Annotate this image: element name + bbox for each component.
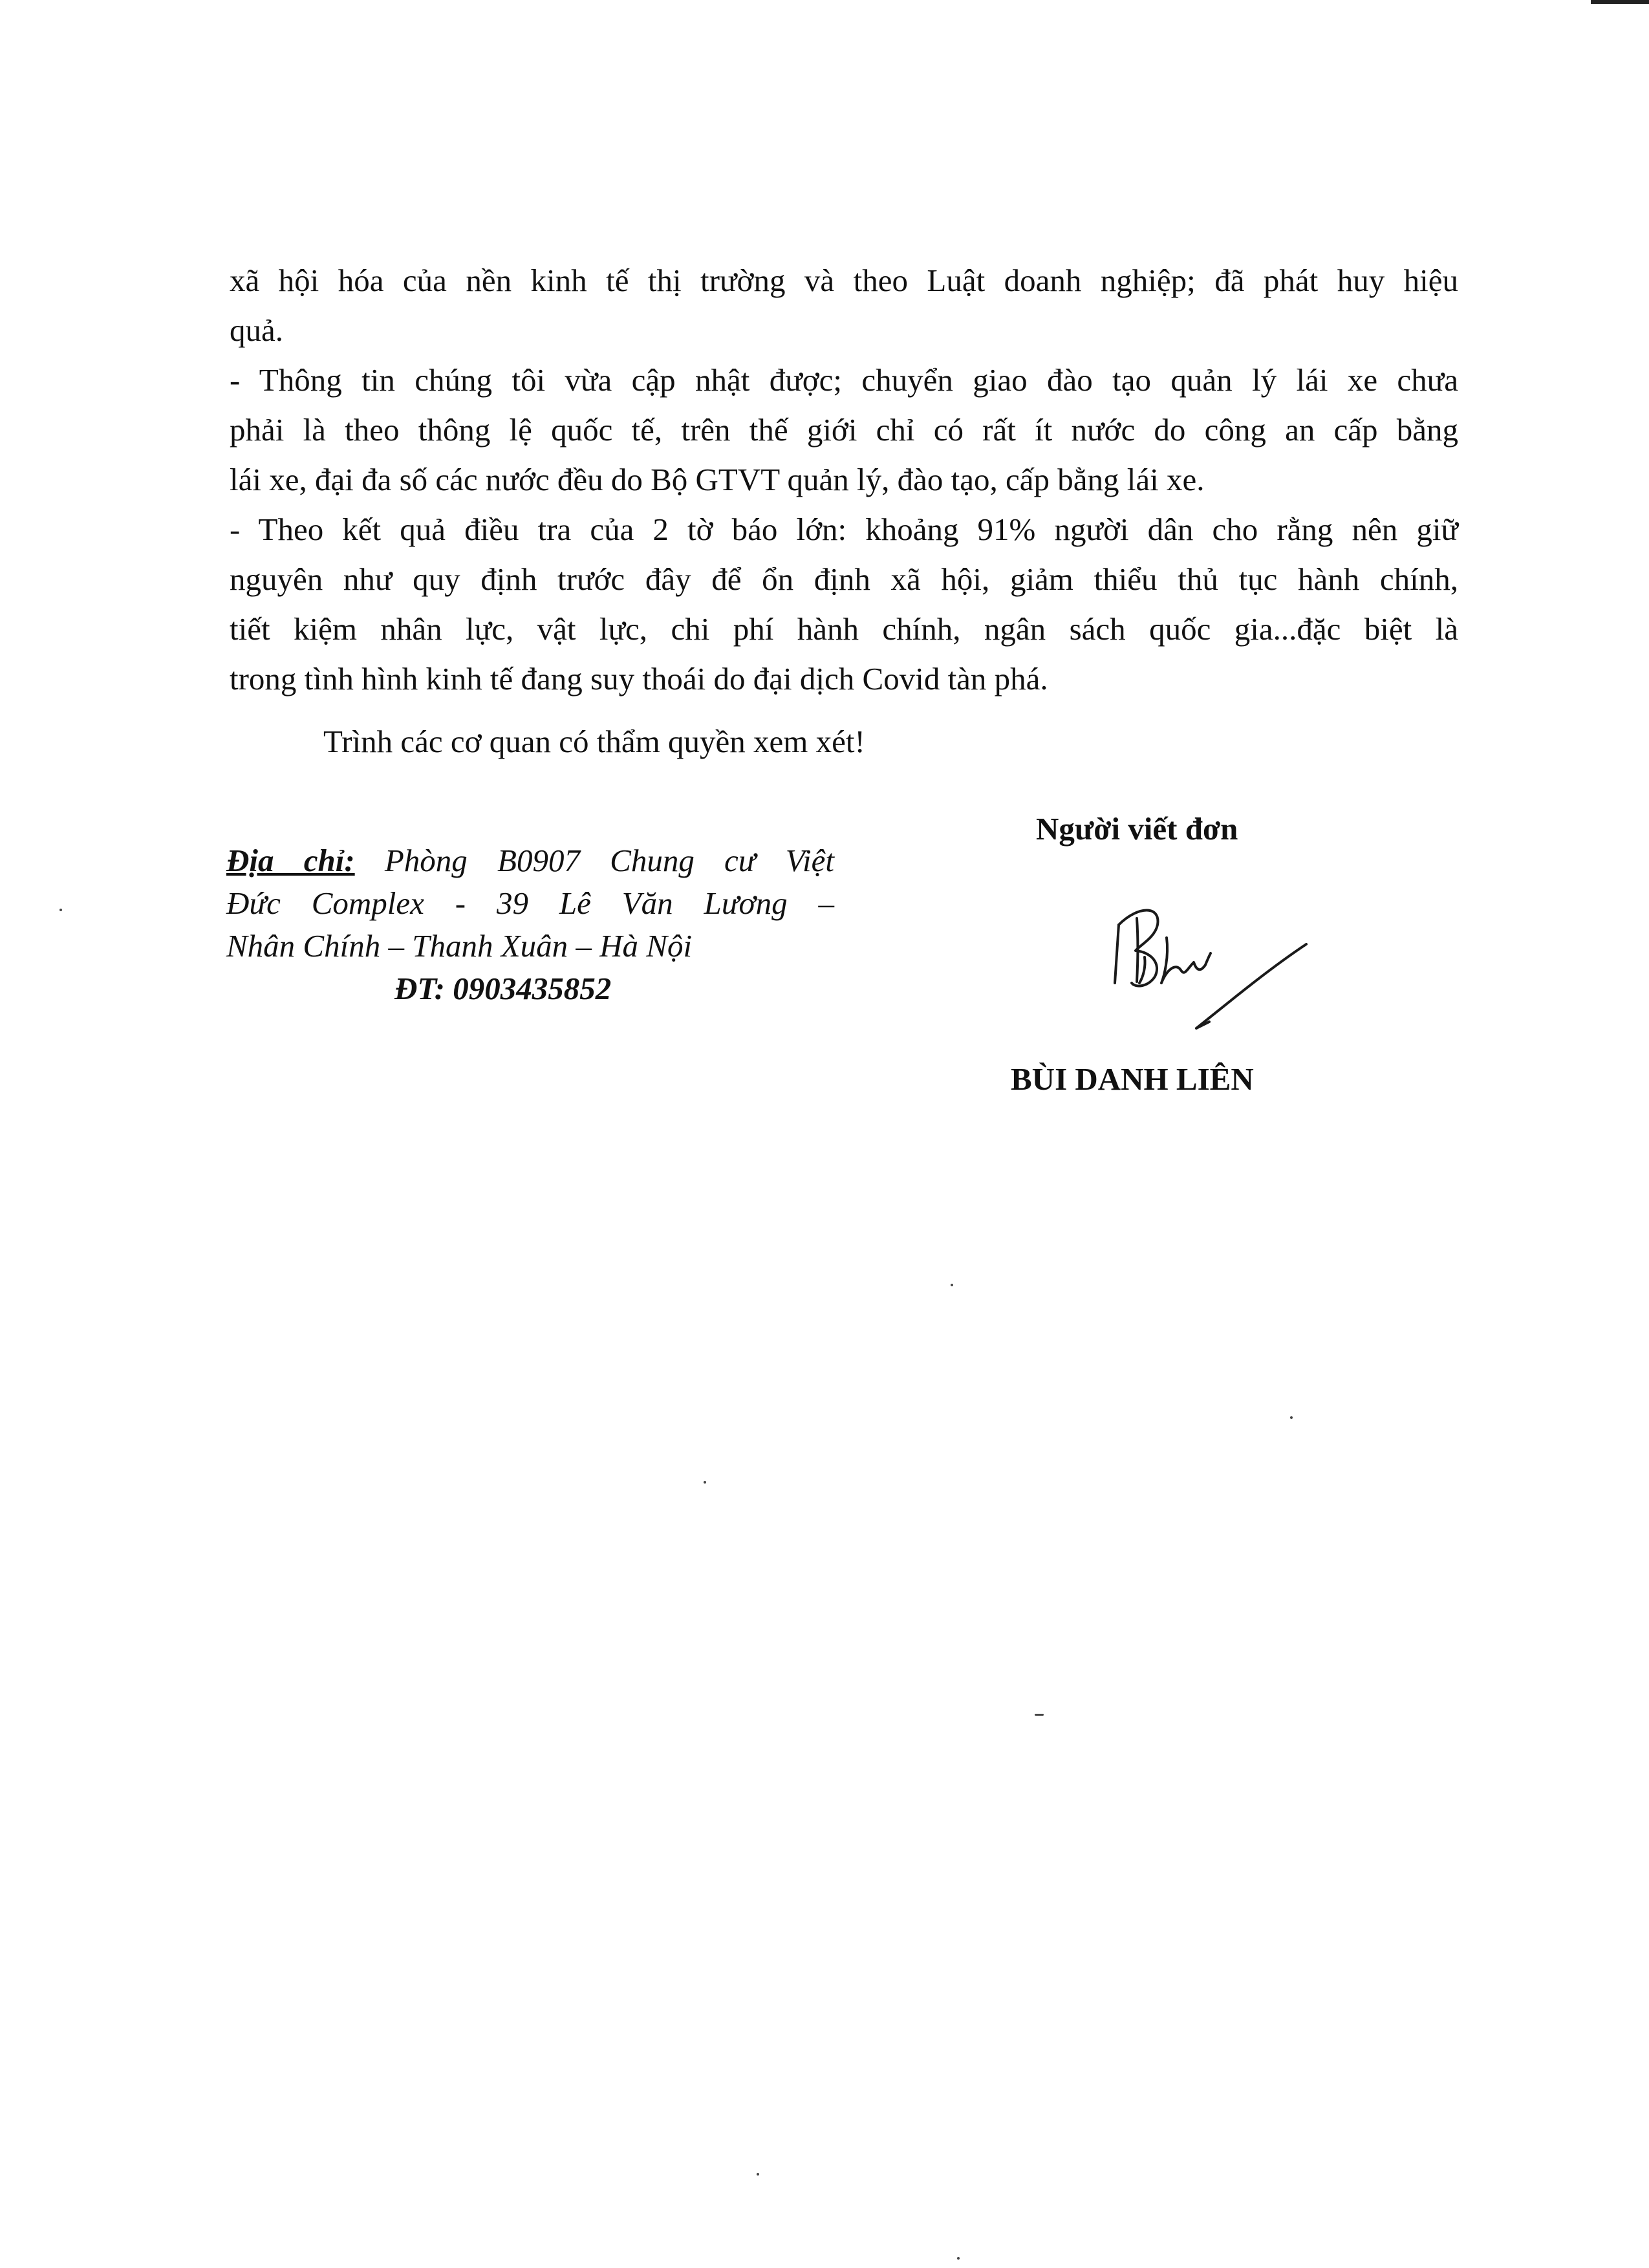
scan-speck xyxy=(957,2257,960,2260)
closing-sentence: Trình các cơ quan có thẩm quyền xem xét! xyxy=(323,724,865,759)
letter-body xyxy=(230,255,1458,704)
address-line-3: Nhân Chính – Thanh Xuân – Hà Nội xyxy=(226,928,693,964)
address-text: Phòng B0907 Chung cư Việt xyxy=(354,843,834,878)
scan-speck xyxy=(1290,1416,1293,1419)
paragraph-line: - Thông tin chúng tôi vừa cập nhật được; chuyển giao đào tạo quản lý lái xe chưa xyxy=(230,362,1458,398)
signer-title: Người viết đơn xyxy=(1036,811,1238,847)
signer-name: BÙI DANH LIÊN xyxy=(1011,1061,1254,1097)
scan-speck xyxy=(704,1481,706,1484)
paragraph-line: quả. xyxy=(230,312,283,348)
signature-image xyxy=(1099,886,1345,1048)
paragraph-line: xã hội hóa của nền kinh tế thị trường và theo Luật doanh nghiệp; đã phát huy hiệu xyxy=(230,263,1458,298)
paragraph-3 xyxy=(230,504,1458,704)
scan-corner-mark xyxy=(1591,0,1649,4)
paragraph-line: trong tình hình kinh tế đang suy thoái do đại dịch Covid tàn phá. xyxy=(230,661,1048,697)
address-block xyxy=(226,839,834,1010)
scan-speck xyxy=(757,2173,759,2176)
paragraph-line: - Theo kết quả điều tra của 2 tờ báo lớn: khoảng 91% người dân cho rằng nên giữ xyxy=(230,512,1458,547)
scan-speck xyxy=(59,909,62,911)
paragraph-line: tiết kiệm nhân lực, vật lực, chi phí hành chính, ngân sách quốc gia...đặc biệt là xyxy=(230,611,1458,647)
scan-speck xyxy=(951,1284,953,1286)
paragraph-2 xyxy=(230,355,1458,504)
paragraph-line: nguyên như quy định trước đây để ổn định xã hội, giảm thiểu thủ tục hành chính, xyxy=(230,561,1458,597)
paragraph-line: phải là theo thông lệ quốc tế, trên thế giới chỉ có rất ít nước do công an cấp bằng xyxy=(230,412,1458,448)
phone-number: ĐT: 0903435852 xyxy=(394,971,612,1006)
scan-speck xyxy=(1035,1714,1044,1716)
address-line-1 xyxy=(226,839,834,882)
paragraph-1 xyxy=(230,255,1458,355)
paragraph-line: lái xe, đại đa số các nước đều do Bộ GTVT quản lý, đào tạo, cấp bằng lái xe. xyxy=(230,462,1205,497)
address-label: Địa chỉ: xyxy=(226,843,355,878)
address-line-2: Đức Complex - 39 Lê Văn Lương – xyxy=(226,885,834,921)
